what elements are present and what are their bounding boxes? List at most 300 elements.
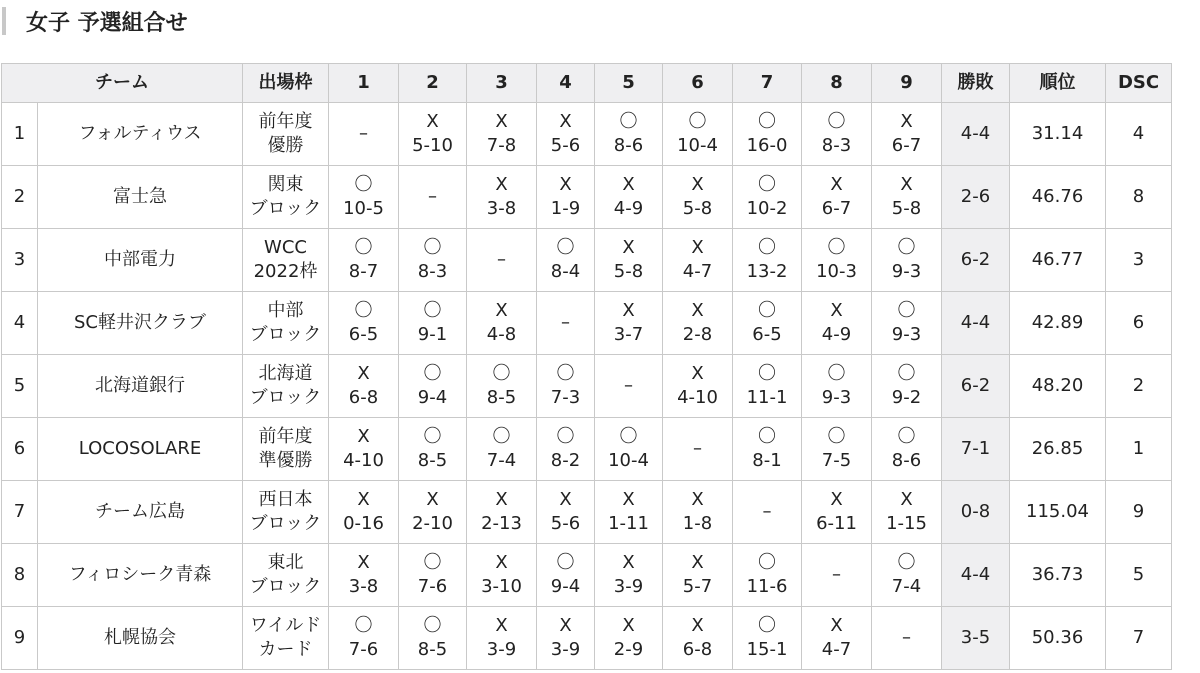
result-mark: X [622,552,635,573]
match-result-8 [802,103,872,166]
match-result-2 [399,292,467,355]
result-mark: 〇 [492,426,511,447]
result-score: 1-11 [608,513,649,534]
result-score: 4-8 [486,324,517,345]
result-score: 2-13 [481,513,522,534]
team-name: フォルティウス [38,103,243,166]
rank-value: 31.14 [1010,103,1106,166]
match-result-8 [802,481,872,544]
match-result-5 [595,607,663,670]
result-score: 5-8 [682,198,713,219]
dsc-value: 4 [1106,103,1172,166]
team-name: チーム広島 [38,481,243,544]
match-result-3 [467,103,537,166]
result-mark: 〇 [556,552,575,573]
result-score: 2-10 [412,513,453,534]
team-name: 北海道銀行 [38,355,243,418]
match-result-9 [872,544,942,607]
header-opponent-1: 1 [329,64,399,103]
result-mark: X [426,489,439,510]
result-score: 6-5 [348,324,379,345]
rank-value: 46.77 [1010,229,1106,292]
result-mark: X [830,174,843,195]
result-mark: X [691,615,704,636]
match-result-2 [399,544,467,607]
result-mark: X [357,489,370,510]
entry-slot-line: ブロック [249,324,322,345]
result-score: 3-8 [348,576,379,597]
match-result-1 [329,607,399,670]
result-mark: 〇 [354,615,373,636]
match-result-9 [872,229,942,292]
result-mark: X [622,237,635,258]
result-mark: 〇 [354,300,373,321]
result-mark: X [622,489,635,510]
table-row [2,481,1172,544]
row-number: 8 [2,544,38,607]
entry-slot [243,103,329,166]
result-mark: 〇 [827,237,846,258]
row-number: 6 [2,418,38,481]
entry-slot-line: ブロック [249,198,322,219]
result-score: 8-6 [891,450,922,471]
match-result-4 [537,166,595,229]
result-mark: 〇 [423,237,442,258]
result-score: 13-2 [746,261,788,282]
table-row [2,166,1172,229]
entry-slot-line: 北海道 [258,363,313,384]
result-mark: 〇 [758,111,776,132]
result-score: 1-15 [886,513,927,534]
team-name: 富士急 [38,166,243,229]
result-score: 9-1 [417,324,448,345]
match-result-7 [733,607,802,670]
result-mark: 〇 [758,237,776,258]
rank-value: 48.20 [1010,355,1106,418]
table-row [2,292,1172,355]
team-name: フィロシーク青森 [38,544,243,607]
result-mark: X [830,489,843,510]
match-result-7 [733,544,802,607]
match-result-8 [802,355,872,418]
win-loss-record: 7-1 [942,418,1010,481]
result-score: 11-1 [746,387,788,408]
match-result-2 [399,607,467,670]
result-score: 1-9 [550,198,581,219]
win-loss-record: 6-2 [942,355,1010,418]
result-score: 2-9 [613,639,644,660]
dsc-value: 8 [1106,166,1172,229]
result-score: 1-8 [682,513,713,534]
result-score: 9-3 [891,261,922,282]
result-mark: X [900,174,913,195]
entry-slot [243,292,329,355]
match-result-4 [537,418,595,481]
result-mark: X [559,615,572,636]
result-score: 6-7 [891,135,922,156]
match-result-9 [872,418,942,481]
match-result-4 [537,103,595,166]
entry-slot [243,418,329,481]
match-result-5 [595,166,663,229]
result-score: 3-9 [486,639,517,660]
match-result-3 [467,481,537,544]
entry-slot-line: 中部 [267,300,304,321]
result-score: 6-8 [682,639,713,660]
match-result-3 [467,292,537,355]
win-loss-record: 0-8 [942,481,1010,544]
win-loss-record: 4-4 [942,103,1010,166]
result-mark: X [426,111,439,132]
result-mark: 〇 [423,426,442,447]
match-result-9 [872,355,942,418]
result-mark: X [691,300,704,321]
result-score: 8-6 [613,135,644,156]
result-score: 7-3 [550,387,581,408]
header-opponent-9: 9 [872,64,942,103]
result-score: 4-10 [677,387,718,408]
row-number: 4 [2,292,38,355]
result-score: 8-3 [821,135,852,156]
match-result-2 [399,355,467,418]
header-rank: 順位 [1010,64,1106,103]
result-score: 8-5 [486,387,517,408]
team-name: 中部電力 [38,229,243,292]
result-mark: 〇 [827,426,846,447]
result-mark: X [622,300,635,321]
result-score: 10-4 [677,135,718,156]
row-number: 7 [2,481,38,544]
match-result-5: – [595,355,663,418]
result-score: 8-5 [417,450,448,471]
result-mark: X [559,489,572,510]
result-score: 4-7 [821,639,852,660]
match-result-6 [663,166,733,229]
result-mark: X [495,111,508,132]
header-opponent-3: 3 [467,64,537,103]
match-result-1 [329,418,399,481]
result-score: 0-16 [343,513,384,534]
result-score: 9-2 [891,387,922,408]
entry-slot [243,544,329,607]
entry-slot-line: 前年度 [258,111,313,132]
result-score: 4-9 [613,198,644,219]
header-opponent-7: 7 [733,64,802,103]
row-number: 1 [2,103,38,166]
result-mark: X [622,174,635,195]
match-result-2 [399,481,467,544]
match-result-9: – [872,607,942,670]
result-mark: 〇 [897,300,916,321]
team-name: LOCOSOLARE [38,418,243,481]
rank-value: 36.73 [1010,544,1106,607]
entry-slot-line: 優勝 [267,135,304,156]
match-result-6 [663,229,733,292]
match-result-9 [872,292,942,355]
match-result-7 [733,355,802,418]
result-score: 10-2 [746,198,788,219]
entry-slot-line: カード [258,639,313,660]
result-score: 5-10 [412,135,453,156]
result-score: 7-4 [486,450,517,471]
dsc-value: 2 [1106,355,1172,418]
entry-slot [243,355,329,418]
row-number: 5 [2,355,38,418]
result-mark: X [559,111,572,132]
result-mark: X [691,489,704,510]
table-row [2,607,1172,670]
match-result-8: – [802,544,872,607]
match-result-7: – [733,481,802,544]
header-record: 勝敗 [942,64,1010,103]
title-accent-bar [2,7,6,35]
match-result-7 [733,166,802,229]
result-score: 7-5 [821,450,852,471]
result-score: 5-6 [550,513,581,534]
match-result-3: – [467,229,537,292]
entry-slot-line: ブロック [249,576,322,597]
result-mark: X [495,174,508,195]
match-result-6 [663,544,733,607]
match-result-6 [663,103,733,166]
table-row [2,103,1172,166]
result-score: 16-0 [746,135,788,156]
match-result-1 [329,229,399,292]
result-mark: 〇 [758,300,776,321]
match-result-5 [595,103,663,166]
result-mark: 〇 [897,552,916,573]
entry-slot-line: ブロック [249,387,322,408]
result-score: 6-7 [821,198,852,219]
result-mark: 〇 [423,300,442,321]
result-mark: X [830,300,843,321]
match-result-1 [329,292,399,355]
result-mark: 〇 [354,237,373,258]
rank-value: 46.76 [1010,166,1106,229]
match-result-1 [329,481,399,544]
result-score: 4-10 [343,450,384,471]
header-opponent-8: 8 [802,64,872,103]
header-dsc: DSC [1106,64,1172,103]
result-mark: X [495,300,508,321]
result-mark: 〇 [758,363,776,384]
entry-slot-line: 西日本 [258,489,313,510]
match-result-7 [733,418,802,481]
match-result-9 [872,481,942,544]
result-score: 6-11 [816,513,857,534]
result-score: 8-4 [550,261,581,282]
result-mark: X [495,552,508,573]
match-result-6 [663,481,733,544]
result-mark: 〇 [492,363,511,384]
result-score: 8-1 [752,450,782,471]
dsc-value: 1 [1106,418,1172,481]
match-result-8 [802,418,872,481]
rank-value: 42.89 [1010,292,1106,355]
team-name: SC軽井沢クラブ [38,292,243,355]
match-result-4 [537,481,595,544]
entry-slot-line: ブロック [249,513,322,534]
result-score: 9-3 [891,324,922,345]
entry-slot [243,166,329,229]
rank-value: 115.04 [1010,481,1106,544]
header-slot: 出場枠 [243,64,329,103]
match-result-4: – [537,292,595,355]
match-result-2 [399,103,467,166]
result-score: 10-4 [608,450,649,471]
standings-table [1,63,1172,670]
result-score: 3-10 [481,576,522,597]
result-mark: X [357,426,370,447]
entry-slot-line: 準優勝 [258,450,313,471]
match-result-1 [329,355,399,418]
win-loss-record: 6-2 [942,229,1010,292]
match-result-3 [467,355,537,418]
header-opponent-6: 6 [663,64,733,103]
match-result-5 [595,229,663,292]
match-result-9 [872,103,942,166]
result-mark: X [495,489,508,510]
result-score: 8-3 [417,261,448,282]
entry-slot-line: 東北 [267,552,304,573]
result-mark: X [691,552,704,573]
result-mark: X [357,552,370,573]
table-row [2,355,1172,418]
entry-slot-line: 関東 [267,174,304,195]
result-score: 9-4 [550,576,581,597]
result-mark: 〇 [423,615,442,636]
match-result-3 [467,607,537,670]
page-title-bar [0,6,188,36]
match-result-4 [537,229,595,292]
result-mark: 〇 [758,174,776,195]
result-mark: X [900,489,913,510]
result-score: 4-9 [821,324,852,345]
result-mark: X [495,615,508,636]
entry-slot-line: WCC [264,237,307,258]
result-mark: 〇 [758,615,776,636]
entry-slot [243,229,329,292]
match-result-5 [595,418,663,481]
row-number: 2 [2,166,38,229]
table-row [2,229,1172,292]
result-score: 6-8 [348,387,379,408]
dsc-value: 5 [1106,544,1172,607]
dsc-value: 9 [1106,481,1172,544]
match-result-6 [663,355,733,418]
result-score: 11-6 [746,576,788,597]
entry-slot-line: 2022枠 [253,261,318,282]
table-row [2,544,1172,607]
row-number: 3 [2,229,38,292]
entry-slot [243,481,329,544]
match-result-3 [467,418,537,481]
match-result-2 [399,229,467,292]
match-result-3 [467,544,537,607]
header-row [2,64,1172,103]
win-loss-record: 3-5 [942,607,1010,670]
match-result-5 [595,481,663,544]
header-opponent-5: 5 [595,64,663,103]
match-result-1 [329,166,399,229]
match-result-8 [802,229,872,292]
result-mark: 〇 [688,111,707,132]
match-result-4 [537,607,595,670]
match-result-6: – [663,418,733,481]
result-score: 5-8 [613,261,644,282]
result-mark: 〇 [897,363,916,384]
result-mark: X [900,111,913,132]
result-mark: 〇 [423,363,442,384]
result-score: 3-7 [613,324,644,345]
match-result-2: – [399,166,467,229]
match-result-7 [733,229,802,292]
result-score: 3-8 [486,198,517,219]
result-mark: X [691,174,704,195]
result-mark: 〇 [897,426,916,447]
result-mark: X [622,615,635,636]
result-score: 7-6 [348,639,379,660]
result-mark: 〇 [423,552,442,573]
result-score: 3-9 [550,639,581,660]
result-mark: 〇 [897,237,916,258]
result-score: 8-2 [550,450,581,471]
result-mark: 〇 [354,174,373,195]
page-title: 女子 予選組合せ [26,10,188,36]
result-score: 8-7 [348,261,379,282]
entry-slot-line: 前年度 [258,426,313,447]
match-result-8 [802,166,872,229]
result-score: 15-1 [746,639,788,660]
win-loss-record: 2-6 [942,166,1010,229]
match-result-5 [595,292,663,355]
match-result-6 [663,292,733,355]
match-result-7 [733,292,802,355]
match-result-8 [802,292,872,355]
result-score: 6-5 [752,324,782,345]
result-score: 9-3 [821,387,852,408]
entry-slot [243,607,329,670]
result-mark: X [830,615,843,636]
result-mark: X [357,363,370,384]
match-result-7 [733,103,802,166]
rank-value: 26.85 [1010,418,1106,481]
match-result-2 [399,418,467,481]
team-name: 札幌協会 [38,607,243,670]
result-mark: 〇 [619,111,638,132]
win-loss-record: 4-4 [942,292,1010,355]
result-mark: 〇 [619,426,638,447]
result-mark: 〇 [758,426,776,447]
dsc-value: 3 [1106,229,1172,292]
match-result-1 [329,544,399,607]
result-mark: 〇 [758,552,776,573]
row-number: 9 [2,607,38,670]
entry-slot-line: ワイルド [249,615,322,636]
result-mark: 〇 [556,363,575,384]
result-mark: X [691,363,704,384]
result-mark: 〇 [827,363,846,384]
result-score: 3-9 [613,576,644,597]
rank-value: 50.36 [1010,607,1106,670]
result-score: 9-4 [417,387,448,408]
match-result-6 [663,607,733,670]
match-result-4 [537,544,595,607]
result-score: 7-8 [486,135,517,156]
result-score: 5-8 [891,198,922,219]
result-score: 4-7 [682,261,713,282]
match-result-3 [467,166,537,229]
